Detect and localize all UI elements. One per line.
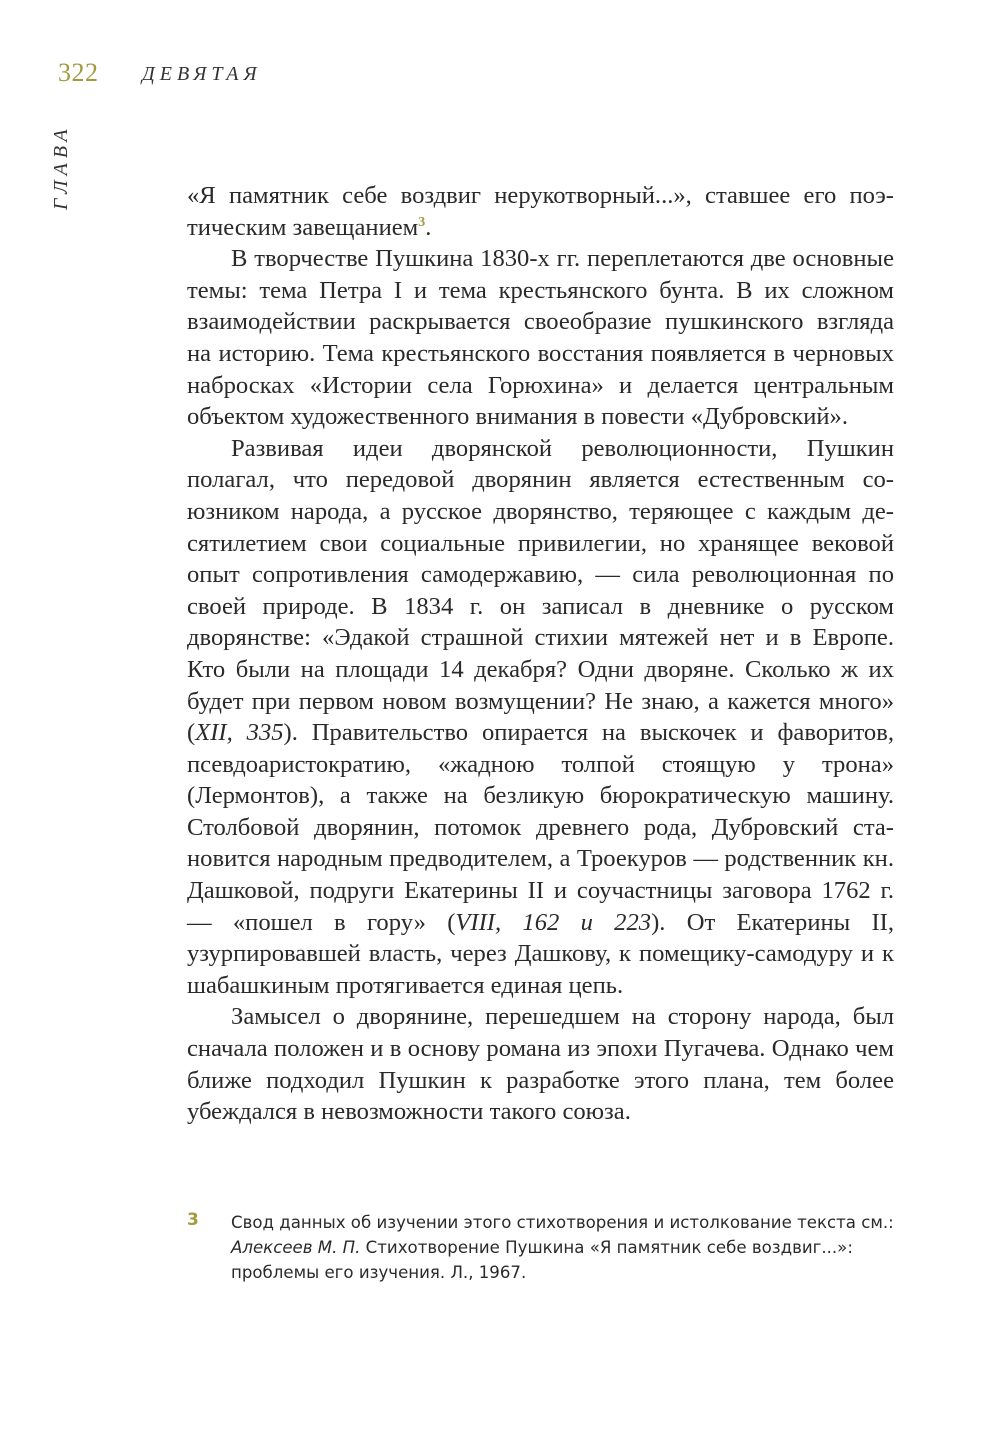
chapter-word: ГЛАВА [50,124,72,210]
main-text [187,180,894,1128]
citation-reference: XII, 335 [195,719,284,747]
paragraph-4: Замысел о дворянине, перешедшем на сторону народа, был сначала положен и в основу романа из эпохи Пугачева. Однако чем ближе подходил Пушкин к разработке этого плана, тем более убеждался в невозможности такого союза. [187,1003,894,1126]
footnote-reference[interactable]: 3 [418,214,426,230]
chapter-ordinal: ДЕВЯТАЯ [142,63,262,85]
paragraph-3-text-c: ). От Екатерины II, узурпировавшей власть, через Дашкову, к помещику-самодуру и к шабашкиным протягивается единая цепь. [187,908,895,999]
paragraph-1 [187,180,894,243]
page-number: 322 [58,58,99,87]
paragraph-1-text: «Я памятник себе воздвиг нерукотворный...», ставшее его поэтическим завещанием [187,182,894,241]
footnote-text-a: Свод данных об изучении этого стихотворения и истолкование текста см.: [231,1213,894,1232]
paragraph-1-end: . [425,213,432,241]
footnote-text-b: Стихотворение Пушкина «Я памятник себе воздвиг...»: проблемы его изучения. Л., 1967. [231,1238,853,1282]
footnote-author: Алексеев М. П. [231,1238,361,1257]
paragraph-3-text-a: Развивая идеи дворянской революционности, Пушкин полагал, что передовой дворянин является естественным союзником народа, а русское дворянство, теряющее с каждым десятилетием свои социальные привилегии, но хранящее вековой опыт сопротивления самодержавию, — сила революционная по своей природе. В 1834 г. он записал в дневнике о русском дворянстве: «Эдакой страшной стихии мятежей нет и в Европе. Кто были на площади 14 декабря? Одни дворяне. Сколько ж их будет при первом новом возмущении? Не знаю, а кажется много» ( [187,434,894,747]
citation-reference: VIII, 162 и 223 [455,908,652,936]
footnote-marker: 3 [187,1210,199,1230]
footnote [187,1210,894,1285]
paragraph-3 [187,433,894,1002]
paragraph-2: В творчестве Пушкина 1830-х гг. переплетаются две основные темы: тема Петра I и тема крестьянского бунта. В их сложном взаимодействии раскрывается своеобразие пушкинского взгляда на историю. Тема крестьянского восстания появляется в черновых набросках «Истории села Горюхина» и делается центральным объектом художественного внимания в повести «Дубровский». [187,245,894,431]
footnote-text [231,1210,894,1285]
paragraph-3-text-b: ). Правительство опирается на выскочек и фаворитов, псевдоаристократию, «жадною толпой стоящую у трона» (Лермонтов), а также на безликую бюрократическую машину. Столбовой дворянин, потомок древнего рода, Дубровский становится народным предводителем, а Троекуров — родственник кн. Дашковой, подруги Екатерины II и соучастницы заговора 1762 г. — «пошел в гору» ( [187,719,894,936]
